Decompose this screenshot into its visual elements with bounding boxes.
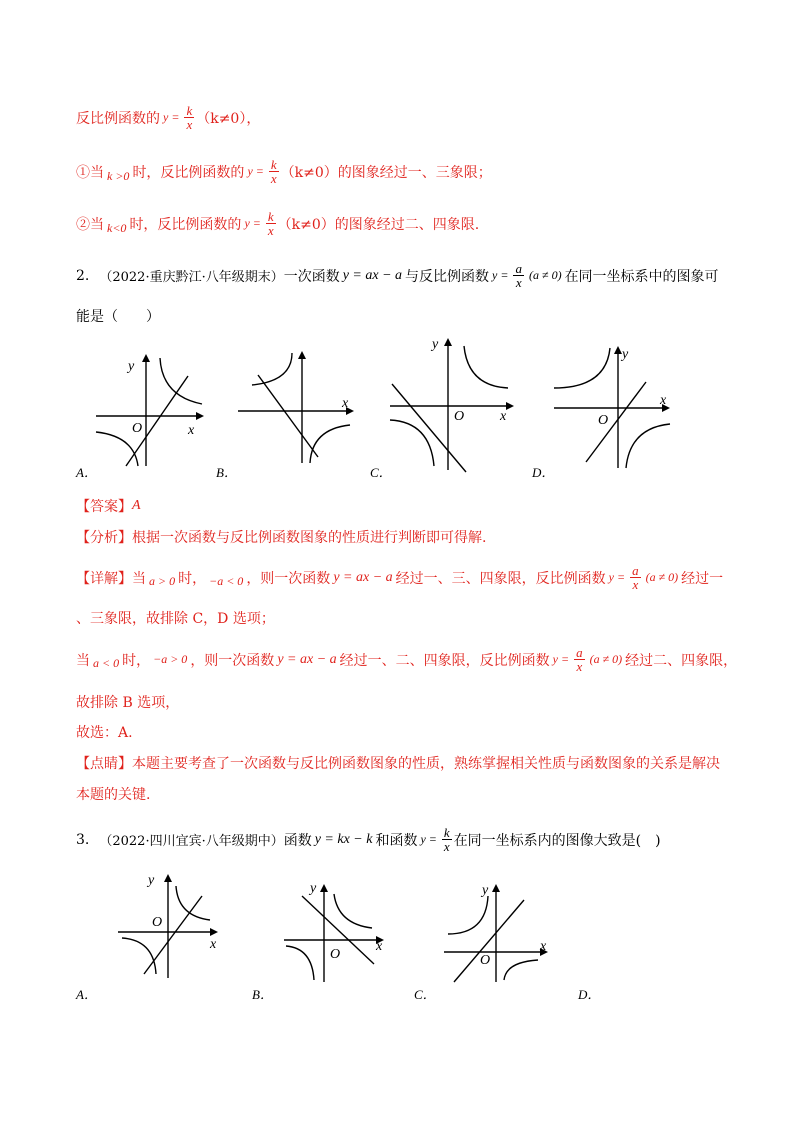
y-label: y (482, 883, 489, 898)
denominator: x (270, 171, 277, 186)
q2-linear: y = ax − a (342, 267, 403, 283)
x-label: x (376, 939, 383, 954)
case1-mid: 时，反比例函数的 (132, 164, 245, 181)
numerator: k (443, 825, 450, 840)
q2-text1: 一次函数 (283, 268, 340, 285)
detail-text: 时， (122, 652, 151, 669)
hyperbola-branch-1 (554, 348, 610, 388)
y-axis-arrow (444, 338, 452, 346)
comment-text: 本题的关键. (76, 787, 151, 803)
detail-text: ，则一次函数 (246, 570, 331, 587)
hyperbola-branch-2 (286, 946, 314, 980)
q2-source: （2022·重庆黔江·八年级期末） (99, 270, 284, 285)
hyperbola-branch-2 (96, 432, 138, 466)
x-axis-arrow (196, 412, 204, 420)
q2-comment-line-2 (76, 784, 150, 804)
case1-post: 的图象经过一、三象限； (337, 164, 492, 181)
q2-option-d[interactable]: D． (532, 465, 555, 480)
numerator: k (270, 157, 277, 172)
q3-linear: y = kx − k (314, 831, 373, 847)
cond-a-nonzero: (a ≠ 0) (645, 570, 679, 584)
q2-option-a[interactable]: A． (76, 465, 97, 480)
q2-graph-b (232, 345, 362, 470)
q2-detail-line-4 (76, 692, 179, 712)
y-label: y (128, 359, 135, 374)
origin-label: O (152, 915, 163, 930)
fn-y: y = (163, 110, 180, 124)
linear-expr: y = ax − a (277, 651, 337, 667)
intro-lead: 反比例函数的 (76, 110, 160, 127)
linear-line (454, 900, 524, 982)
denominator: x (515, 275, 522, 290)
denominator: x (443, 839, 450, 854)
detail-text: 故排除 B 选项， (76, 695, 180, 711)
hyperbola-branch-1 (252, 353, 292, 385)
q2-cond: (a ≠ 0) (528, 268, 562, 282)
linear-line (586, 382, 646, 462)
fraction-k-over-x (184, 104, 194, 131)
fn-y: y = (552, 652, 570, 666)
denominator: x (186, 117, 193, 132)
y-axis-arrow (298, 351, 306, 359)
q2-detail-line-3 (76, 646, 737, 673)
q2-comment-line-1 (76, 753, 720, 773)
origin-label: O (132, 421, 143, 436)
fn-y: y = (492, 268, 509, 282)
analysis-label: 【分析】 (76, 530, 132, 546)
fn-y: y = (608, 570, 626, 584)
fraction-a-over-x (574, 646, 585, 673)
hyperbola-branch-2 (122, 938, 156, 974)
analysis-text: 根据一次函数与反比例函数图象的性质进行判断即可得解. (132, 530, 487, 546)
answer-label: 【答案】 (76, 499, 132, 515)
y-label: y (622, 347, 629, 362)
fraction-k-over-x (269, 158, 279, 185)
q2-option-c[interactable]: C． (370, 465, 392, 480)
case2-mid: 时，反比例函数的 (129, 216, 242, 233)
case2-cond: k<0 (107, 221, 127, 235)
y-axis-arrow (492, 884, 500, 892)
origin-label: O (480, 953, 491, 968)
q2-graph-a (92, 348, 212, 473)
q3-option-b[interactable]: B． (252, 987, 273, 1002)
hyperbola-branch-1 (448, 896, 488, 934)
case2-cond2: （k≠0） (277, 216, 335, 233)
detail-label: 【详解】 (76, 570, 132, 587)
detail-text: ，则一次函数 (190, 652, 275, 669)
denominator: x (267, 223, 274, 238)
fraction-k-over-x (442, 826, 452, 853)
hyperbola-branch-1 (160, 358, 202, 404)
case1-cond2: （k≠0） (280, 164, 338, 181)
case2-post: 的图象经过二、四象限. (334, 216, 480, 233)
linear-line (144, 896, 202, 974)
linear-line (392, 384, 466, 472)
q3-text2: 和函数 (375, 832, 418, 849)
x-label: x (500, 409, 507, 424)
q2-text2: 与反比例函数 (405, 268, 490, 285)
q2-text3: 在同一坐标系中的图象可 (564, 268, 719, 285)
origin-label: O (330, 947, 341, 962)
x-label: x (660, 393, 667, 408)
x-label: x (342, 396, 349, 411)
hyperbola-branch-1 (334, 894, 372, 928)
detail-text: 故选：A. (76, 725, 133, 741)
numerator: a (576, 645, 583, 660)
fraction-a-over-x (630, 564, 641, 591)
q3-source: （2022·四川宜宾·八年级期中） (99, 834, 284, 849)
case1-pre: ①当 (76, 164, 104, 181)
q3-option-a[interactable]: A． (76, 987, 97, 1002)
cond-a-pos: a > 0 (149, 574, 176, 588)
q2-line-1 (76, 306, 160, 326)
denominator: x (576, 659, 583, 674)
case1-cond: k >0 (107, 169, 130, 183)
q3-line-0 (76, 826, 661, 853)
linear-expr: y = ax − a (333, 569, 393, 585)
x-label: x (540, 939, 547, 954)
numerator: a (632, 563, 639, 578)
q2-analysis (76, 527, 486, 547)
intro-cond: （k≠0）， (196, 110, 261, 127)
x-axis-arrow (506, 402, 514, 410)
numerator: k (186, 103, 193, 118)
comment-label: 【点睛】 (76, 756, 132, 772)
cond-a-nonzero: (a ≠ 0) (589, 652, 623, 666)
cond-neg-a: −a < 0 (209, 574, 244, 588)
detail-text: 经过一、三、四象限，反比例函数 (395, 570, 606, 587)
y-axis-arrow (614, 346, 622, 354)
detail-text: 、三象限，故排除 C，D 选项； (76, 611, 275, 627)
q2-detail-line-1 (76, 564, 723, 591)
hyperbola-branch-1 (464, 346, 508, 388)
y-label: y (432, 337, 439, 352)
detail-text: 当 (132, 570, 146, 587)
intro-line-1 (76, 158, 492, 185)
fraction-a-over-x (513, 262, 524, 289)
q3-graph-b (280, 880, 395, 985)
comment-text: 本题主要考查了一次函数与反比例函数图象的性质，熟练掌握相关性质与函数图象的关系是解决 (132, 756, 720, 772)
cond-neg-a-pos: −a > 0 (153, 652, 188, 666)
q2-option-b[interactable]: B． (216, 465, 237, 480)
intro-line-2 (76, 210, 479, 237)
detail-text: 经过一、二、四象限，反比例函数 (339, 652, 550, 669)
fraction-k-over-x (266, 210, 276, 237)
origin-label: O (598, 413, 609, 428)
y-axis-arrow (164, 874, 172, 882)
fn-y: y = (244, 216, 261, 230)
q3-text1: 函数 (283, 832, 312, 849)
detail-text: 时， (178, 570, 207, 587)
q2-graph-d (550, 342, 680, 474)
detail-text: 经过一 (681, 570, 724, 587)
origin-label: O (454, 409, 465, 424)
q2-text4: 能是（ ） (76, 309, 160, 325)
q3-text3: 在同一坐标系内的图像大致是( ) (453, 832, 661, 849)
answer-value: A (132, 498, 141, 513)
denominator: x (632, 577, 639, 592)
q3-graph-c (440, 880, 555, 985)
q2-graph-c (384, 330, 524, 480)
y-axis-arrow (142, 354, 150, 362)
linear-line (258, 375, 318, 457)
cond-a-neg: a < 0 (93, 656, 120, 670)
q3-number: 3. (76, 831, 90, 848)
q3-option-d[interactable]: D． (578, 987, 601, 1002)
q2-answer (76, 496, 141, 516)
x-axis-arrow (210, 928, 218, 936)
hyperbola-branch-2 (626, 424, 670, 468)
y-label: y (148, 873, 155, 888)
q3-option-c[interactable]: C． (414, 987, 436, 1002)
q3-graph-a (112, 868, 227, 983)
numerator: k (267, 209, 274, 224)
fn-y: y = (420, 832, 437, 846)
hyperbola-branch-2 (504, 960, 538, 980)
case2-pre: ②当 (76, 216, 104, 233)
detail-text: 当 (76, 652, 90, 669)
hyperbola-branch-2 (310, 425, 350, 463)
y-label: y (310, 881, 317, 896)
numerator: a (515, 261, 522, 276)
fn-y: y = (247, 164, 264, 178)
x-label: x (210, 937, 217, 952)
detail-text: 经过二、四象限， (625, 652, 738, 669)
hyperbola-branch-1 (176, 886, 210, 920)
q2-detail-line-2 (76, 608, 275, 628)
q2-detail-line-5 (76, 722, 133, 742)
x-label: x (188, 423, 195, 438)
q2-number: 2. (76, 267, 90, 284)
intro-line-0 (76, 104, 260, 131)
q2-line-0 (76, 262, 719, 289)
y-axis-arrow (320, 884, 328, 892)
